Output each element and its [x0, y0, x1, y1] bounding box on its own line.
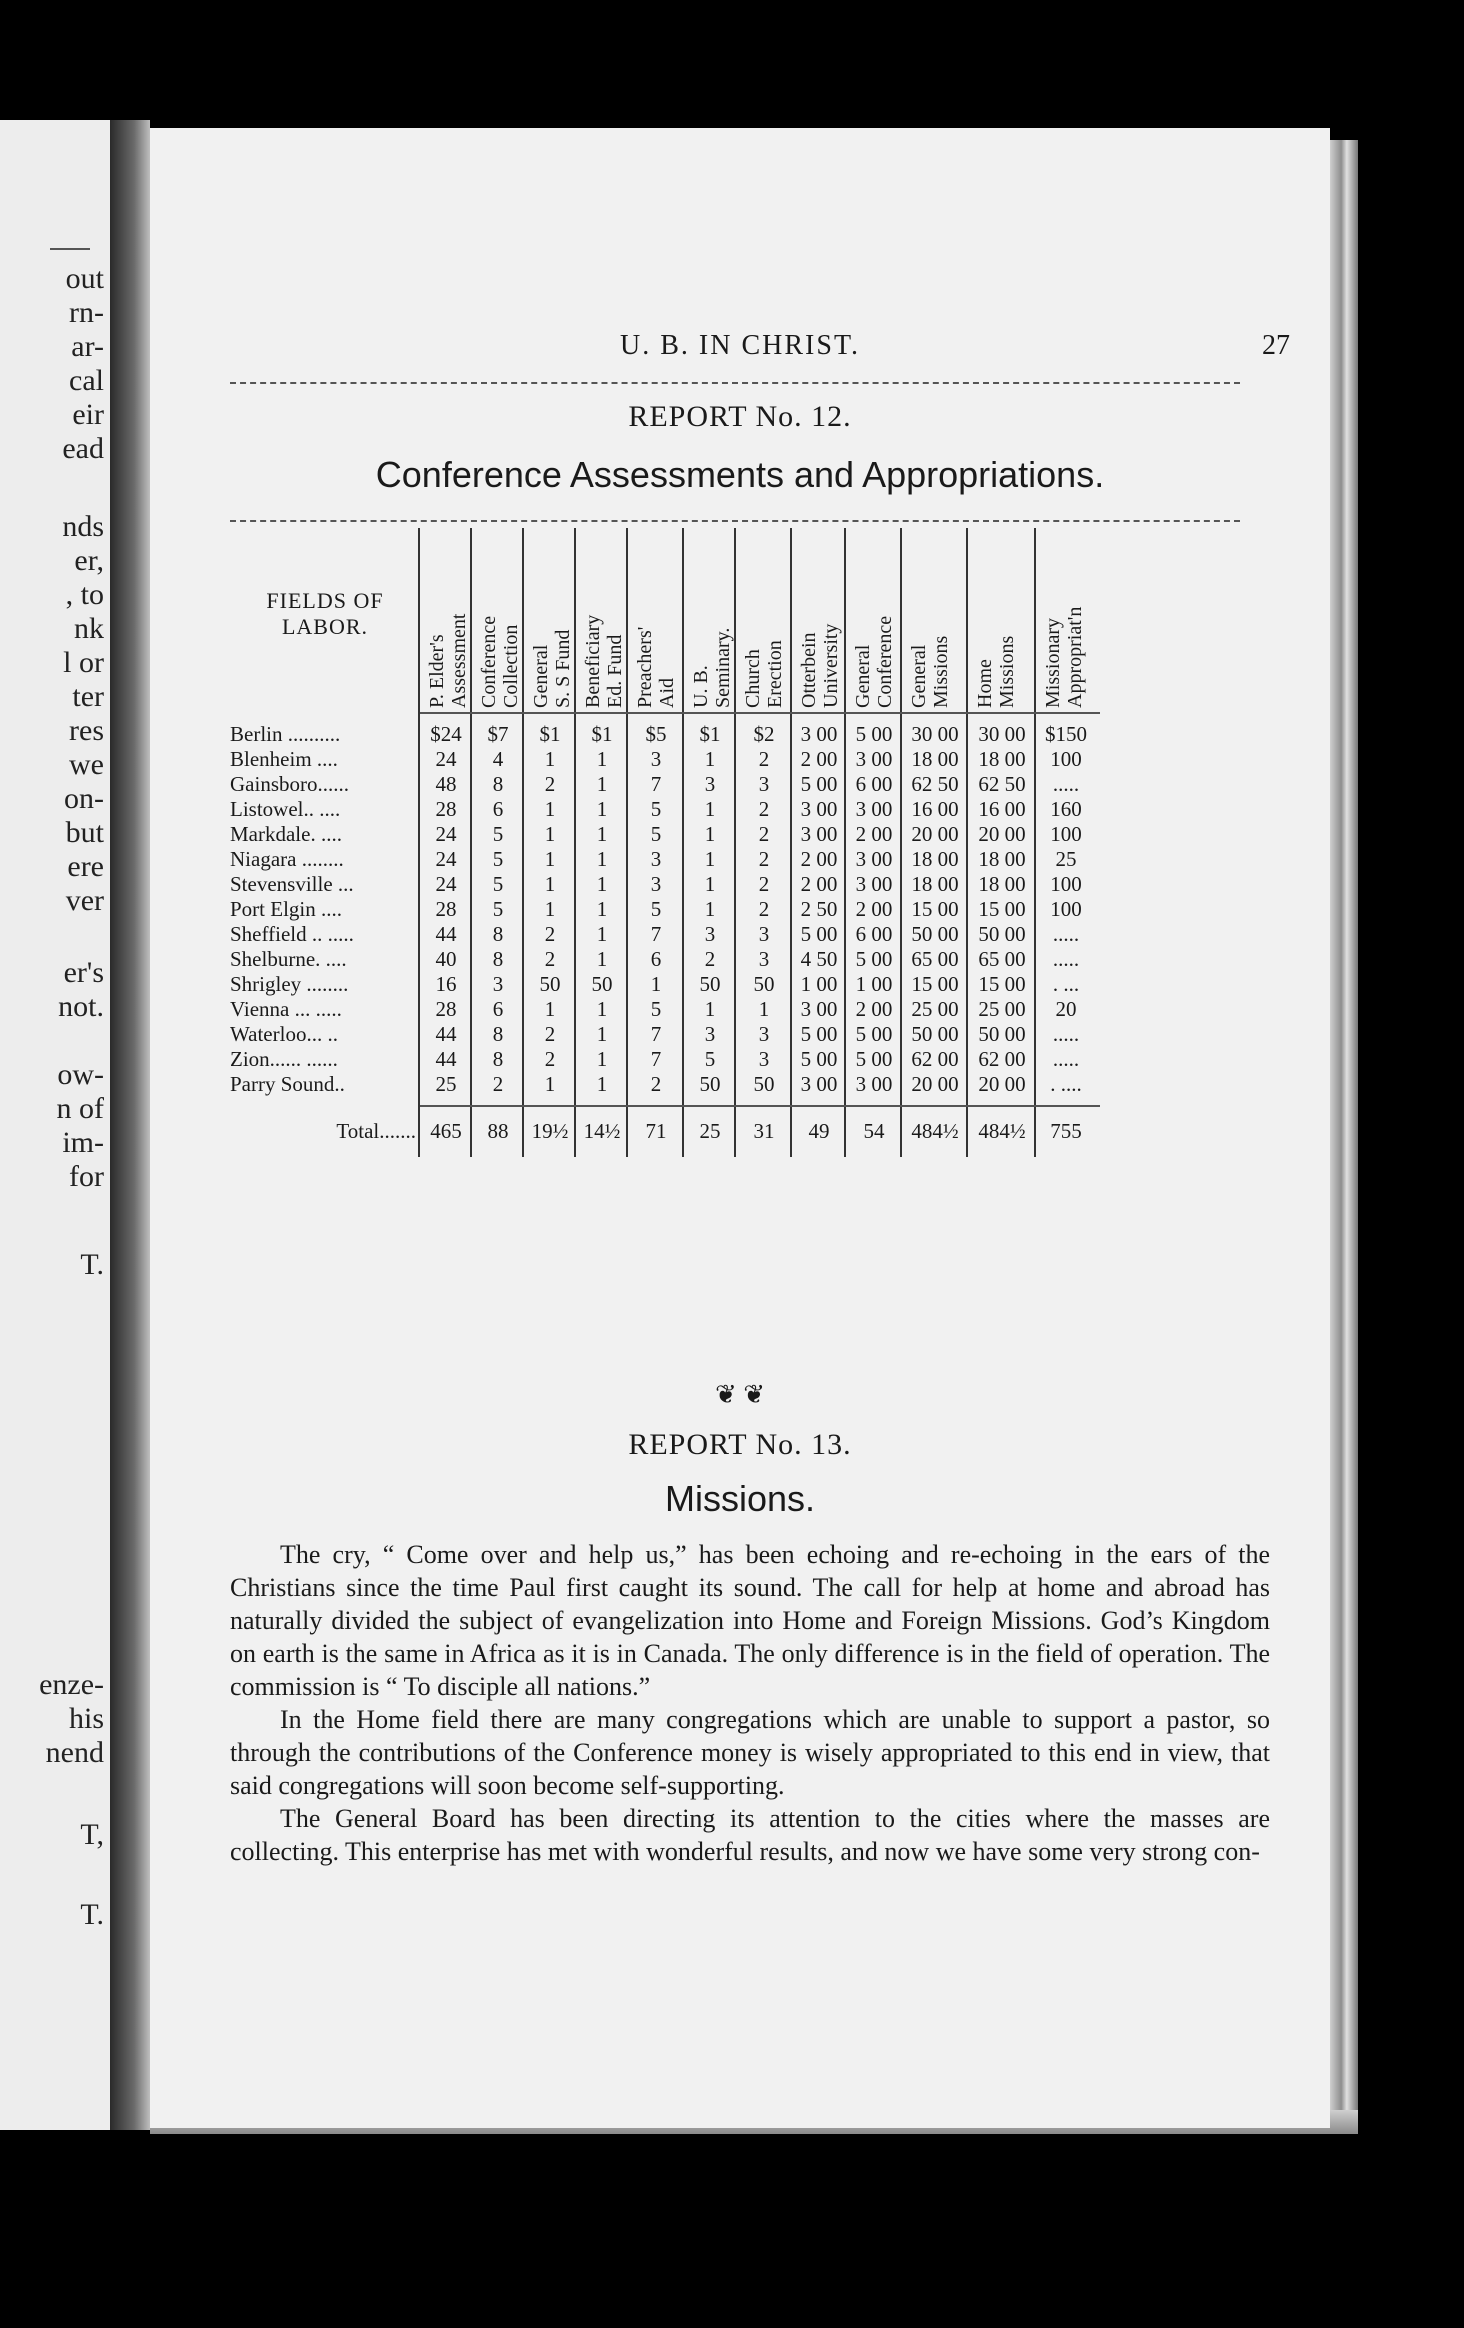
left-line: T.: [80, 1248, 104, 1281]
table-cell: 5 00: [855, 1022, 893, 1046]
table-cell: 7: [650, 772, 662, 796]
field-name: Gainsboro......: [230, 772, 349, 796]
table-cell: 1: [596, 872, 608, 896]
table-cell: 18 00: [911, 747, 959, 771]
table-cell: 100: [1050, 822, 1082, 846]
left-line: not.: [58, 990, 104, 1023]
table-row: [230, 797, 1270, 821]
report-13-title: REPORT No. 13.: [628, 1428, 852, 1461]
table-cell: 1: [544, 872, 556, 896]
table-cell: $150: [1045, 722, 1087, 746]
table-cell: 3: [492, 972, 504, 996]
table-cell: 50: [699, 1072, 721, 1096]
report-12-heading: Conference Assessments and Appropriations.: [375, 454, 1105, 495]
table-cell: .....: [1052, 772, 1080, 796]
table-cell: 18 00: [978, 847, 1026, 871]
total-rule: [420, 1105, 1100, 1107]
table-cell: 20 00: [911, 822, 959, 846]
table-cell: 2: [704, 947, 716, 971]
table-cell: 3 00: [800, 997, 838, 1021]
table-cell: 20: [1055, 997, 1077, 1021]
table-cell: 100: [1050, 897, 1082, 921]
table-cell: 28: [435, 897, 457, 921]
column-header: U. B. Seminary.: [690, 627, 734, 708]
table-cell: 5: [704, 1047, 716, 1071]
table-cell: 24: [435, 847, 457, 871]
table-cell: 28: [435, 797, 457, 821]
table-cell: 44: [435, 1047, 457, 1071]
table-cell: 100: [1050, 872, 1082, 896]
table-cell: 4: [492, 747, 504, 771]
table-cell: 62 50: [911, 772, 959, 796]
table-cell: 1: [596, 947, 608, 971]
table-cell: 65 00: [978, 947, 1026, 971]
left-line: ver: [65, 884, 104, 917]
table-cell: 88: [487, 1119, 509, 1143]
table-cell: $2: [753, 722, 775, 746]
paragraph: The cry, “ Come over and help us,” has been echoing and re-echoing in the ears of the Christians since the time Paul first caught its sound. The call for help at home and abroad has naturally divided the subject of evangelization into Home and Foreign Missions. God’s Kingdom on earth is the same in Africa as it is in Canada. The only difference is in the field of operation. The commission is “ To disciple all nations.”: [230, 1540, 1270, 1701]
table-cell: 484½: [978, 1119, 1026, 1143]
table-row: [230, 997, 1270, 1021]
field-name: Sheffield .. .....: [230, 922, 354, 946]
table-cell: 30 00: [978, 722, 1026, 746]
left-line: cal: [69, 364, 104, 397]
table-cell: 3: [758, 947, 770, 971]
table-cell: 5: [492, 822, 504, 846]
table-row: [230, 747, 1270, 771]
column-header: P. Elder's Assessment: [426, 613, 470, 708]
table-cell: 5: [492, 897, 504, 921]
table-top-rule: [230, 520, 1240, 522]
table-cell: 44: [435, 1022, 457, 1046]
table-cell: 18 00: [978, 747, 1026, 771]
table-cell: 54: [863, 1119, 885, 1143]
column-header: Church Erection: [742, 640, 786, 708]
table-cell: 1: [544, 797, 556, 821]
table-cell: 100: [1050, 747, 1082, 771]
table-cell: 16 00: [911, 797, 959, 821]
table-cell: 40: [435, 947, 457, 971]
table-cell: 1: [544, 847, 556, 871]
table-cell: 25: [699, 1119, 721, 1143]
left-line: nds: [62, 510, 104, 543]
table-cell: 5: [492, 872, 504, 896]
total-row: [230, 1119, 1270, 1143]
report-12-title: REPORT No. 12.: [628, 400, 852, 433]
table-cell: 2: [544, 1047, 556, 1071]
left-line: er,: [74, 544, 104, 577]
table-cell: 5 00: [800, 1047, 838, 1071]
table-cell: 1: [704, 747, 716, 771]
fields-header-line: LABOR.: [281, 614, 369, 639]
table-cell: 3: [758, 772, 770, 796]
table-cell: 2 00: [855, 997, 893, 1021]
table-cell: 1: [704, 997, 716, 1021]
running-head: [150, 330, 1330, 370]
table-cell: 15 00: [911, 972, 959, 996]
table-cell: 1: [596, 772, 608, 796]
table-row: [230, 722, 1270, 746]
table-cell: 50: [591, 972, 613, 996]
table-cell: 3 00: [855, 847, 893, 871]
table-cell: 16 00: [978, 797, 1026, 821]
table-cell: 50: [753, 1072, 775, 1096]
table-cell: 3 00: [855, 797, 893, 821]
left-line: ead: [62, 432, 104, 465]
field-name: Parry Sound..: [230, 1072, 345, 1096]
table-row: [230, 1022, 1270, 1046]
running-head-title: U. B. IN CHRIST.: [620, 330, 860, 361]
table-row: [230, 847, 1270, 871]
left-line: enze-: [39, 1668, 104, 1701]
table-cell: 5 00: [855, 1047, 893, 1071]
table-cell: 8: [492, 947, 504, 971]
table-cell: 62 00: [978, 1047, 1026, 1071]
table-cell: 20 00: [978, 822, 1026, 846]
table-cell: 50 00: [911, 922, 959, 946]
table-cell: 3 00: [855, 1072, 893, 1096]
table-cell: 3: [758, 1022, 770, 1046]
table-cell: 18 00: [978, 872, 1026, 896]
table-cell: 49: [808, 1119, 830, 1143]
book-gutter: [110, 120, 150, 2130]
table-row: [230, 772, 1270, 796]
table-cell: 1 00: [800, 972, 838, 996]
table-cell: 1: [596, 797, 608, 821]
table-cell: 2: [544, 947, 556, 971]
table-cell: 1: [596, 997, 608, 1021]
left-line: T,: [80, 1818, 104, 1851]
table-cell: 18 00: [911, 872, 959, 896]
table-cell: 8: [492, 1022, 504, 1046]
table-cell: $24: [430, 722, 462, 746]
table-cell: 1: [758, 997, 770, 1021]
table-cell: 8: [492, 1047, 504, 1071]
table-cell: 1: [544, 997, 556, 1021]
table-cell: 3 00: [800, 822, 838, 846]
left-line: T.: [80, 1898, 104, 1931]
table-cell: 2: [758, 847, 770, 871]
table-cell: $1: [539, 722, 561, 746]
table-cell: 1: [596, 922, 608, 946]
table-cell: 28: [435, 997, 457, 1021]
table-cell: 16: [435, 972, 457, 996]
table-cell: 1: [704, 797, 716, 821]
table-cell: 5 00: [800, 1022, 838, 1046]
assessments-table: [230, 528, 1270, 1228]
column-header: Preachers' Aid: [634, 626, 678, 708]
table-cell: 1: [596, 897, 608, 921]
table-cell: 50: [753, 972, 775, 996]
table-cell: 1: [704, 872, 716, 896]
table-cell: 755: [1050, 1119, 1082, 1143]
table-cell: 5 00: [800, 922, 838, 946]
left-line: we: [69, 748, 104, 781]
table-cell: 19½: [531, 1119, 569, 1143]
table-cell: 1: [650, 972, 662, 996]
table-cell: .....: [1052, 947, 1080, 971]
table-cell: 18 00: [911, 847, 959, 871]
table-cell: 1: [704, 847, 716, 871]
table-cell: 1: [544, 822, 556, 846]
field-name: Niagara ........: [230, 847, 344, 871]
table-cell: 2 00: [800, 747, 838, 771]
table-cell: $1: [591, 722, 613, 746]
table-cell: 3 00: [855, 747, 893, 771]
left-line: im-: [62, 1126, 104, 1159]
left-line: his: [68, 1702, 104, 1735]
table-row: [230, 972, 1270, 996]
table-cell: 44: [435, 922, 457, 946]
table-cell: 20 00: [911, 1072, 959, 1096]
table-cell: 62 00: [911, 1047, 959, 1071]
table-cell: 1: [596, 822, 608, 846]
table-cell: 2: [758, 872, 770, 896]
column-header: Home Missions: [974, 635, 1018, 708]
table-cell: 2 00: [800, 872, 838, 896]
left-line: eir: [72, 398, 104, 431]
table-cell: $7: [487, 722, 509, 746]
field-name: Shelburne. ....: [230, 947, 347, 971]
table-cell: 2 00: [855, 897, 893, 921]
column-header: General Conference: [852, 615, 896, 708]
table-cell: 1: [704, 897, 716, 921]
table-cell: 1: [596, 1072, 608, 1096]
table-cell: 50: [539, 972, 561, 996]
field-name: Shrigley ........: [230, 972, 349, 996]
left-line: res: [69, 714, 104, 747]
left-line: on-: [64, 782, 104, 815]
table-cell: 25 00: [911, 997, 959, 1021]
table-cell: $1: [699, 722, 721, 746]
table-cell: 5: [492, 847, 504, 871]
field-name: Vienna ... .....: [230, 997, 342, 1021]
left-line: rn-: [69, 296, 104, 329]
table-cell: 1: [596, 847, 608, 871]
table-cell: 5: [650, 997, 662, 1021]
table-cell: 48: [435, 772, 457, 796]
column-header: General Missions: [908, 635, 952, 708]
table-cell: 50 00: [978, 1022, 1026, 1046]
left-line: ere: [67, 850, 104, 883]
report-13-heading: Missions.: [664, 1478, 816, 1519]
table-cell: 3: [650, 872, 662, 896]
table-cell: 65 00: [911, 947, 959, 971]
left-line: l or: [63, 646, 104, 679]
column-header: Beneficiary Ed. Fund: [582, 614, 626, 708]
fields-header-line: FIELDS OF: [266, 588, 384, 613]
table-cell: 6 00: [855, 772, 893, 796]
table-row: [230, 1072, 1270, 1096]
field-name: Port Elgin ....: [230, 897, 343, 921]
table-cell: 3: [758, 1047, 770, 1071]
table-cell: 1: [596, 1022, 608, 1046]
table-cell: 6: [492, 997, 504, 1021]
field-name: Blenheim ....: [230, 747, 338, 771]
table-cell: 24: [435, 822, 457, 846]
table-cell: 2 00: [800, 847, 838, 871]
table-cell: 1: [544, 747, 556, 771]
table-cell: 1: [544, 897, 556, 921]
field-name: Listowel.. ....: [230, 797, 341, 821]
table-cell: 3: [650, 847, 662, 871]
left-line: , to: [65, 578, 104, 611]
table-cell: 7: [650, 1022, 662, 1046]
section-ornament: ❦ ❦: [714, 1380, 766, 1409]
table-cell: 62 50: [978, 772, 1026, 796]
table-cell: 50: [699, 972, 721, 996]
table-cell: 7: [650, 1047, 662, 1071]
column-header: Missionary Appropriat'n: [1042, 606, 1086, 708]
table-cell: 2 00: [855, 822, 893, 846]
left-line: for: [69, 1160, 104, 1193]
table-cell: 8: [492, 922, 504, 946]
table-cell: .....: [1052, 922, 1080, 946]
left-line: ter: [72, 680, 104, 713]
left-line: ar-: [71, 330, 104, 363]
header-rule: [420, 712, 1100, 714]
table-cell: 8: [492, 772, 504, 796]
table-cell: 2: [758, 747, 770, 771]
table-cell: 2: [544, 1022, 556, 1046]
table-cell: 2: [544, 922, 556, 946]
table-cell: 5 00: [855, 722, 893, 746]
table-cell: . ....: [1050, 1072, 1082, 1096]
table-cell: 6 00: [855, 922, 893, 946]
table-cell: 1: [704, 822, 716, 846]
table-cell: 3: [704, 772, 716, 796]
table-cell: 484½: [911, 1119, 959, 1143]
table-cell: 24: [435, 747, 457, 771]
table-cell: 25 00: [978, 997, 1026, 1021]
column-header: General S. S Fund: [530, 629, 574, 708]
table-cell: 5: [650, 897, 662, 921]
field-name: Berlin ..........: [230, 722, 341, 746]
left-line: but: [65, 816, 104, 849]
table-cell: 5: [650, 797, 662, 821]
table-cell: 1 00: [855, 972, 893, 996]
left-line: nend: [45, 1736, 104, 1769]
table-cell: 25: [435, 1072, 457, 1096]
table-cell: 15 00: [978, 972, 1026, 996]
table-cell: 2: [492, 1072, 504, 1096]
table-cell: 3 00: [800, 797, 838, 821]
book-page: [150, 128, 1330, 2128]
table-cell: 14½: [583, 1119, 621, 1143]
table-cell: 2: [544, 772, 556, 796]
table-cell: 3: [758, 922, 770, 946]
table-row: [230, 922, 1270, 946]
table-cell: 15 00: [911, 897, 959, 921]
table-cell: 7: [650, 922, 662, 946]
column-header: Otterbein University: [798, 623, 842, 708]
header-rule: [230, 382, 1240, 384]
left-line: nk: [74, 612, 104, 645]
table-cell: 3 00: [800, 1072, 838, 1096]
left-facing-page: [0, 120, 110, 2130]
table-cell: 24: [435, 872, 457, 896]
field-name: Markdale. ....: [230, 822, 342, 846]
table-cell: 6: [650, 947, 662, 971]
table-cell: 2: [650, 1072, 662, 1096]
table-cell: 71: [645, 1119, 667, 1143]
table-cell: 1: [596, 1047, 608, 1071]
left-line: out: [65, 262, 104, 295]
fields-of-labor-header: [230, 588, 420, 640]
table-cell: 465: [430, 1119, 462, 1143]
table-cell: 5: [650, 822, 662, 846]
table-cell: 15 00: [978, 897, 1026, 921]
table-row: [230, 897, 1270, 921]
table-cell: 1: [596, 747, 608, 771]
table-cell: 50 00: [911, 1022, 959, 1046]
table-cell: 2: [758, 797, 770, 821]
left-line: n of: [56, 1092, 104, 1125]
paragraph: In the Home field there are many congregations which are unable to support a pastor, so through the contributions of the Conference money is wisely appropriated to this end in view, that said congregations will soon become self-supporting.: [230, 1705, 1270, 1800]
table-cell: 3: [704, 1022, 716, 1046]
table-cell: 25: [1055, 847, 1077, 871]
table-cell: 1: [544, 1072, 556, 1096]
table-cell: 2 50: [800, 897, 838, 921]
table-cell: 160: [1050, 797, 1082, 821]
page-edge: [1330, 140, 1358, 2120]
field-name: Stevensville ...: [230, 872, 354, 896]
column-header: Conference Collection: [478, 615, 522, 708]
table-cell: 30 00: [911, 722, 959, 746]
table-cell: 3: [704, 922, 716, 946]
paragraph: The General Board has been directing its attention to the cities where the masses are collecting. This enterprise has met with wonderful results, and now we have some very strong con-: [230, 1804, 1270, 1866]
page-number: 27: [1262, 330, 1290, 361]
table-cell: 6: [492, 797, 504, 821]
left-line: er's: [63, 956, 104, 989]
table-cell: 3 00: [800, 722, 838, 746]
table-cell: .....: [1052, 1022, 1080, 1046]
left-line: ow-: [57, 1058, 104, 1091]
table-cell: 2: [758, 822, 770, 846]
table-cell: 3 00: [855, 872, 893, 896]
field-name: Waterloo... ..: [230, 1022, 338, 1046]
table-cell: 50 00: [978, 922, 1026, 946]
table-cell: $5: [645, 722, 667, 746]
table-cell: . ...: [1052, 972, 1080, 996]
table-row: [230, 947, 1270, 971]
table-cell: 2: [758, 897, 770, 921]
table-cell: 5 00: [855, 947, 893, 971]
table-row: [230, 822, 1270, 846]
field-name: Total.......: [336, 1119, 416, 1143]
field-name: Zion...... ......: [230, 1047, 338, 1071]
table-cell: 5 00: [800, 772, 838, 796]
table-cell: .....: [1052, 1047, 1080, 1071]
table-row: [230, 1047, 1270, 1071]
missions-body: [230, 1538, 1270, 1868]
table-cell: 3: [650, 747, 662, 771]
table-cell: 4 50: [800, 947, 838, 971]
table-cell: 31: [753, 1119, 775, 1143]
table-row: [230, 872, 1270, 896]
table-cell: 20 00: [978, 1072, 1026, 1096]
